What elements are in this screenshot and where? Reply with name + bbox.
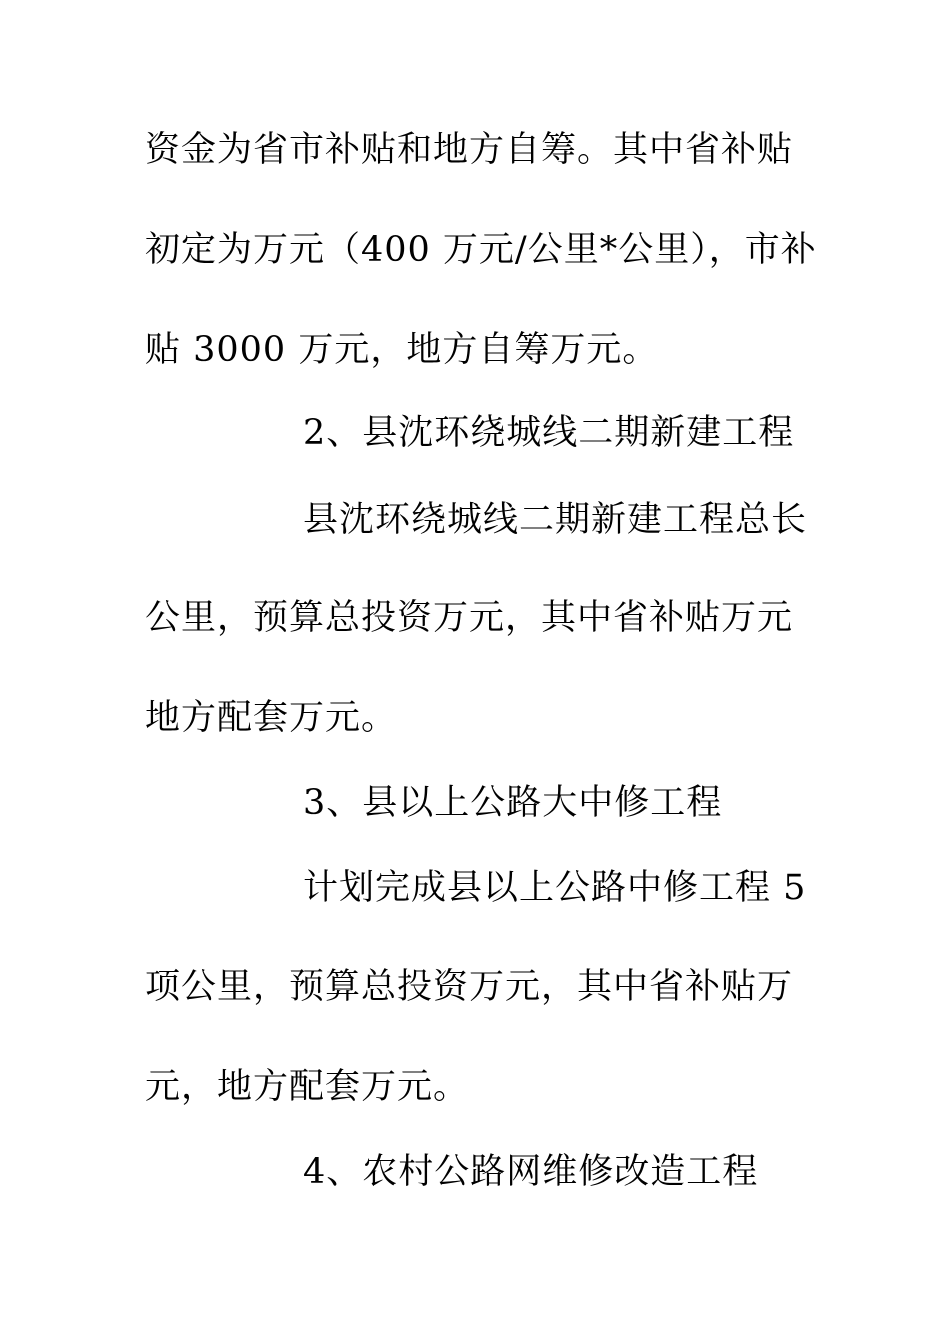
paragraph-line: 元，地方配套万元。 [145, 1067, 470, 1107]
paragraph-line: 计划完成县以上公路中修工程 5 [303, 868, 807, 908]
paragraph-line: 公里，预算总投资万元，其中省补贴万元 [145, 598, 794, 638]
paragraph-line: 县沈环绕城线二期新建工程总长 [303, 500, 808, 540]
section-heading: 3、县以上公路大中修工程 [303, 783, 723, 823]
paragraph-line: 项公里，预算总投资万元，其中省补贴万 [145, 967, 794, 1007]
paragraph-line: 贴 3000 万元，地方自筹万元。 [145, 330, 659, 370]
section-heading: 2、县沈环绕城线二期新建工程 [303, 413, 795, 453]
section-heading: 4、农村公路网维修改造工程 [303, 1152, 759, 1192]
paragraph-line: 初定为万元（400 万元/公里*公里），市补 [145, 230, 817, 270]
paragraph-line: 资金为省市补贴和地方自筹。其中省补贴 [145, 130, 794, 170]
paragraph-line: 地方配套万元。 [145, 698, 398, 738]
